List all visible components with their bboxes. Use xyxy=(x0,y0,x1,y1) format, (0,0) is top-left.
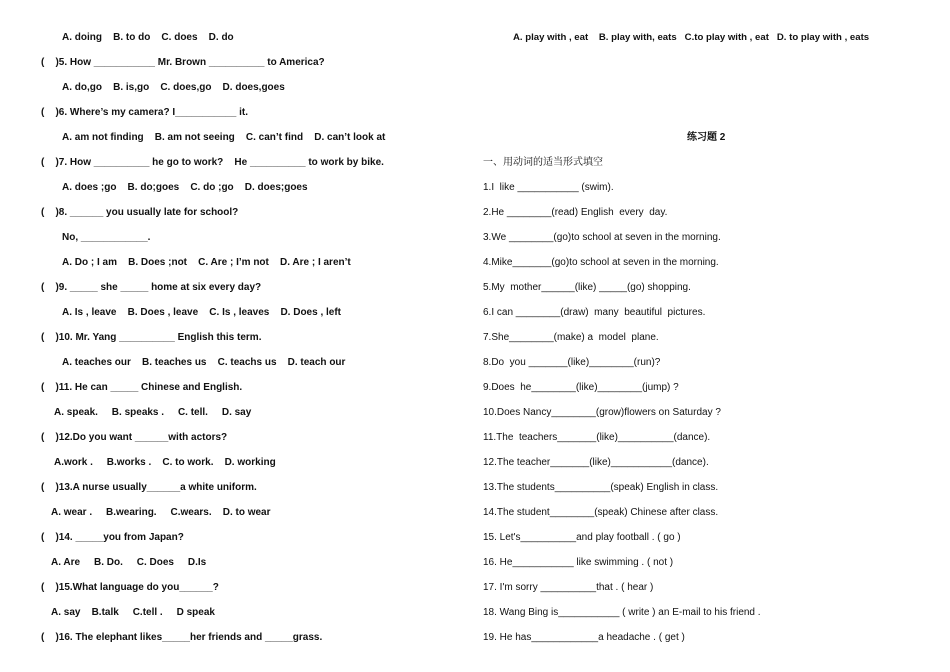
question-10: ( )10. Mr. Yang __________ English this term. xyxy=(41,332,262,343)
question-12: ( )12.Do you want ______with actors? xyxy=(41,432,228,443)
question-15: ( )15.What language do you______? xyxy=(41,582,219,593)
question-16: ( )16. The elephant likes_____her friends and _____grass. xyxy=(41,632,323,643)
exercise-item: 16. He___________ like swimming . ( not ) xyxy=(483,557,674,568)
exercise-item: 4.Mike_______(go)to school at seven in the morning. xyxy=(483,257,719,268)
options-line: A. speak. B. speaks . C. tell. D. say xyxy=(54,407,252,418)
options-line: A. wear . B.wearing. C.wears. D. to wear xyxy=(51,507,271,518)
exercise-item: 6.I can ________(draw) many beautiful pictures. xyxy=(483,307,706,318)
options-line: A. am not finding B. am not seeing C. can’t find D. can’t look at xyxy=(62,132,386,143)
options-line: A. Do ; I am B. Does ;not C. Are ; I’m not D. Are ; I aren’t xyxy=(62,257,351,268)
section-title: 练习题 2 xyxy=(687,132,726,143)
question-9: ( )9. _____ she _____ home at six every day? xyxy=(41,282,262,293)
answer-line: No, ____________. xyxy=(62,232,151,243)
exercise-item: 5.My mother______(like) _____(go) shopping. xyxy=(483,282,691,293)
options-line: A. say B.talk C.tell . D speak xyxy=(51,607,215,618)
options-line: A. teaches our B. teaches us C. teachs us D. teach our xyxy=(62,357,346,368)
exercise-item: 15. Let's__________and play football . ( go ) xyxy=(483,532,681,543)
exercise-item: 19. He has____________a headache . ( get ) xyxy=(483,632,685,643)
exercise-item: 17. I'm sorry __________that . ( hear ) xyxy=(483,582,654,593)
question-7: ( )7. How __________ he go to work? He __________ to work by bike. xyxy=(41,157,384,168)
exercise-item: 13.The students__________(speak) English in class. xyxy=(483,482,719,493)
exercise-item: 3.We ________(go)to school at seven in the morning. xyxy=(483,232,721,243)
exercise-item: 18. Wang Bing is___________ ( write ) an E-mail to his friend . xyxy=(483,607,761,618)
question-6: ( )6. Where’s my camera? I___________ it. xyxy=(41,107,248,118)
options-line: A. Are B. Do. C. Does D.Is xyxy=(51,557,207,568)
exercise-item: 14.The student________(speak) Chinese after class. xyxy=(483,507,719,518)
exercise-item: 11.The teachers_______(like)__________(dance). xyxy=(483,432,711,443)
exercise-item: 9.Does he________(like)________(jump) ? xyxy=(483,382,679,393)
options-line: A. Is , leave B. Does , leave C. Is , leaves D. Does , left xyxy=(62,307,342,318)
instruction: 一、用动词的适当形式填空 xyxy=(483,157,603,168)
question-11: ( )11. He can _____ Chinese and English. xyxy=(41,382,243,393)
exercise-item: 8.Do you _______(like)________(run)? xyxy=(483,357,661,368)
question-8: ( )8. ______ you usually late for school? xyxy=(41,207,239,218)
exercise-item: 1.I like ___________ (swim). xyxy=(483,182,614,193)
exercise-item: 7.She________(make) a model plane. xyxy=(483,332,659,343)
question-5: ( )5. How ___________ Mr. Brown __________ to America? xyxy=(41,57,325,68)
options-line: A. does ;go B. do;goes C. do ;go D. does;goes xyxy=(62,182,308,193)
exercise-item: 12.The teacher_______(like)___________(dance). xyxy=(483,457,709,468)
question-13: ( )13.A nurse usually______a white uniform. xyxy=(41,482,257,493)
exercise-item: 10.Does Nancy________(grow)flowers on Saturday ? xyxy=(483,407,721,418)
exercise-item: 2.He ________(read) English every day. xyxy=(483,207,668,218)
options-line: A. doing B. to do C. does D. do xyxy=(62,32,234,43)
options-line: A.work . B.works . C. to work. D. working xyxy=(54,457,276,468)
options-line: A. do,go B. is,go C. does,go D. does,goes xyxy=(62,82,285,93)
options-line: A. play with , eat B. play with, eats C.to play with , eat D. to play with , eats xyxy=(513,32,870,43)
question-14: ( )14. _____you from Japan? xyxy=(41,532,184,543)
